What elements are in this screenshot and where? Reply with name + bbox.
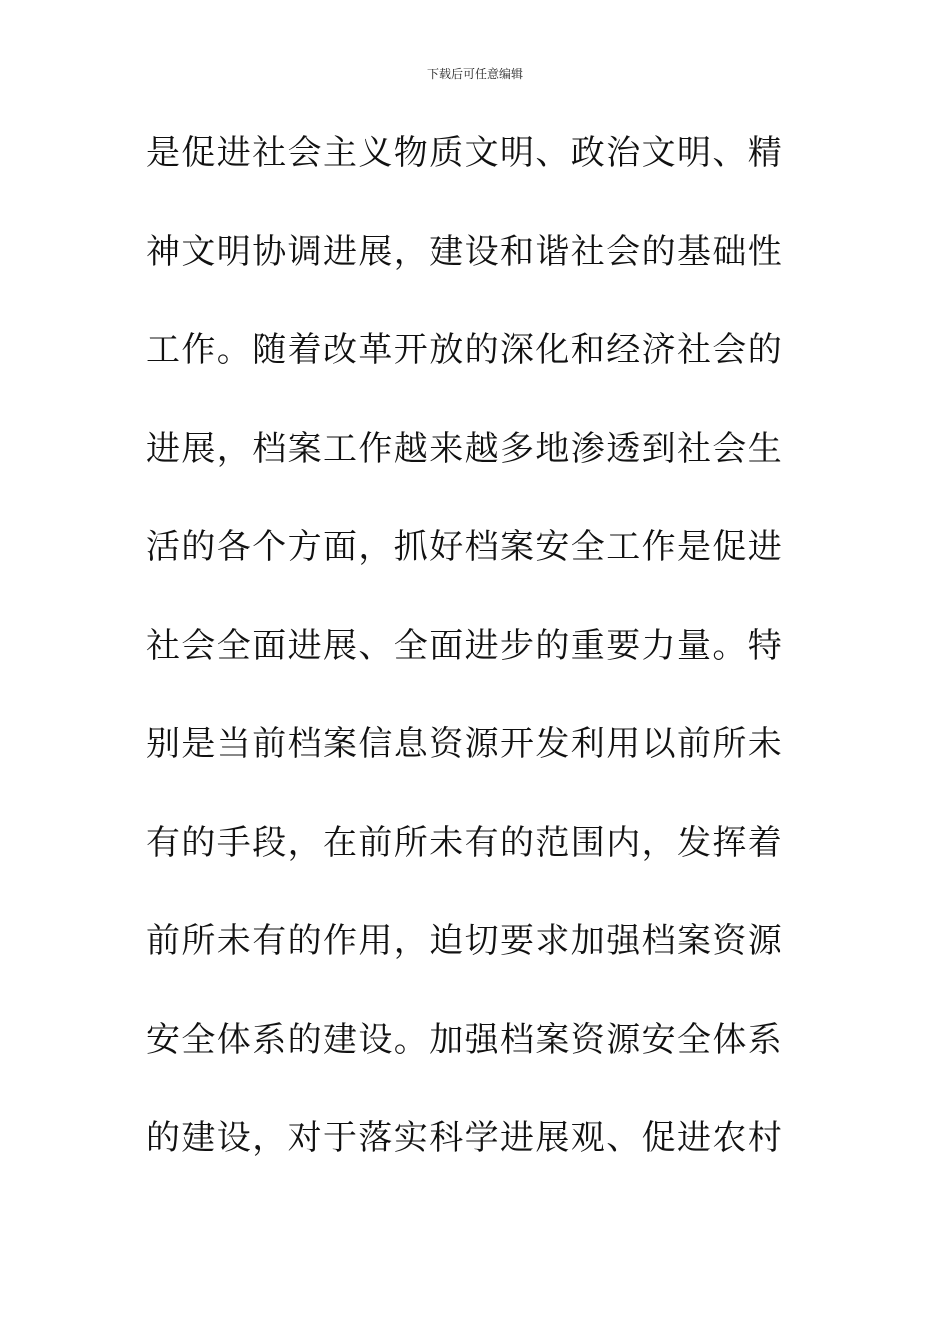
paragraph-line: 别是当前档案信息资源开发利用以前所未 (146, 724, 784, 764)
paragraph-line: 前所未有的作用，迫切要求加强档案资源 (146, 921, 784, 961)
paragraph-line: 有的手段，在前所未有的范围内，发挥着 (146, 822, 784, 863)
paragraph-line: 安全体系的建设。加强档案资源安全体系 (146, 1019, 784, 1060)
paragraph-line: 社会全面进展、全面进步的重要力量。特 (146, 625, 784, 666)
paragraph-line: 神文明协调进展，建设和谐社会的基础性 (146, 231, 784, 272)
paragraph-line: 是促进社会主义物质文明、政治文明、精 (146, 133, 784, 173)
paragraph-line: 进展，档案工作越来越多地渗透到社会生 (146, 428, 784, 469)
paragraph-line: 活的各个方面，抓好档案安全工作是促进 (146, 527, 784, 567)
body-paragraph (146, 128, 784, 1212)
paragraph-line: 的建设，对于落实科学进展观、促进农村 (146, 1118, 784, 1158)
page-header: 下载后可任意编辑 (426, 67, 523, 81)
paragraph-line: 工作。随着改革开放的深化和经济社会的 (146, 330, 784, 370)
